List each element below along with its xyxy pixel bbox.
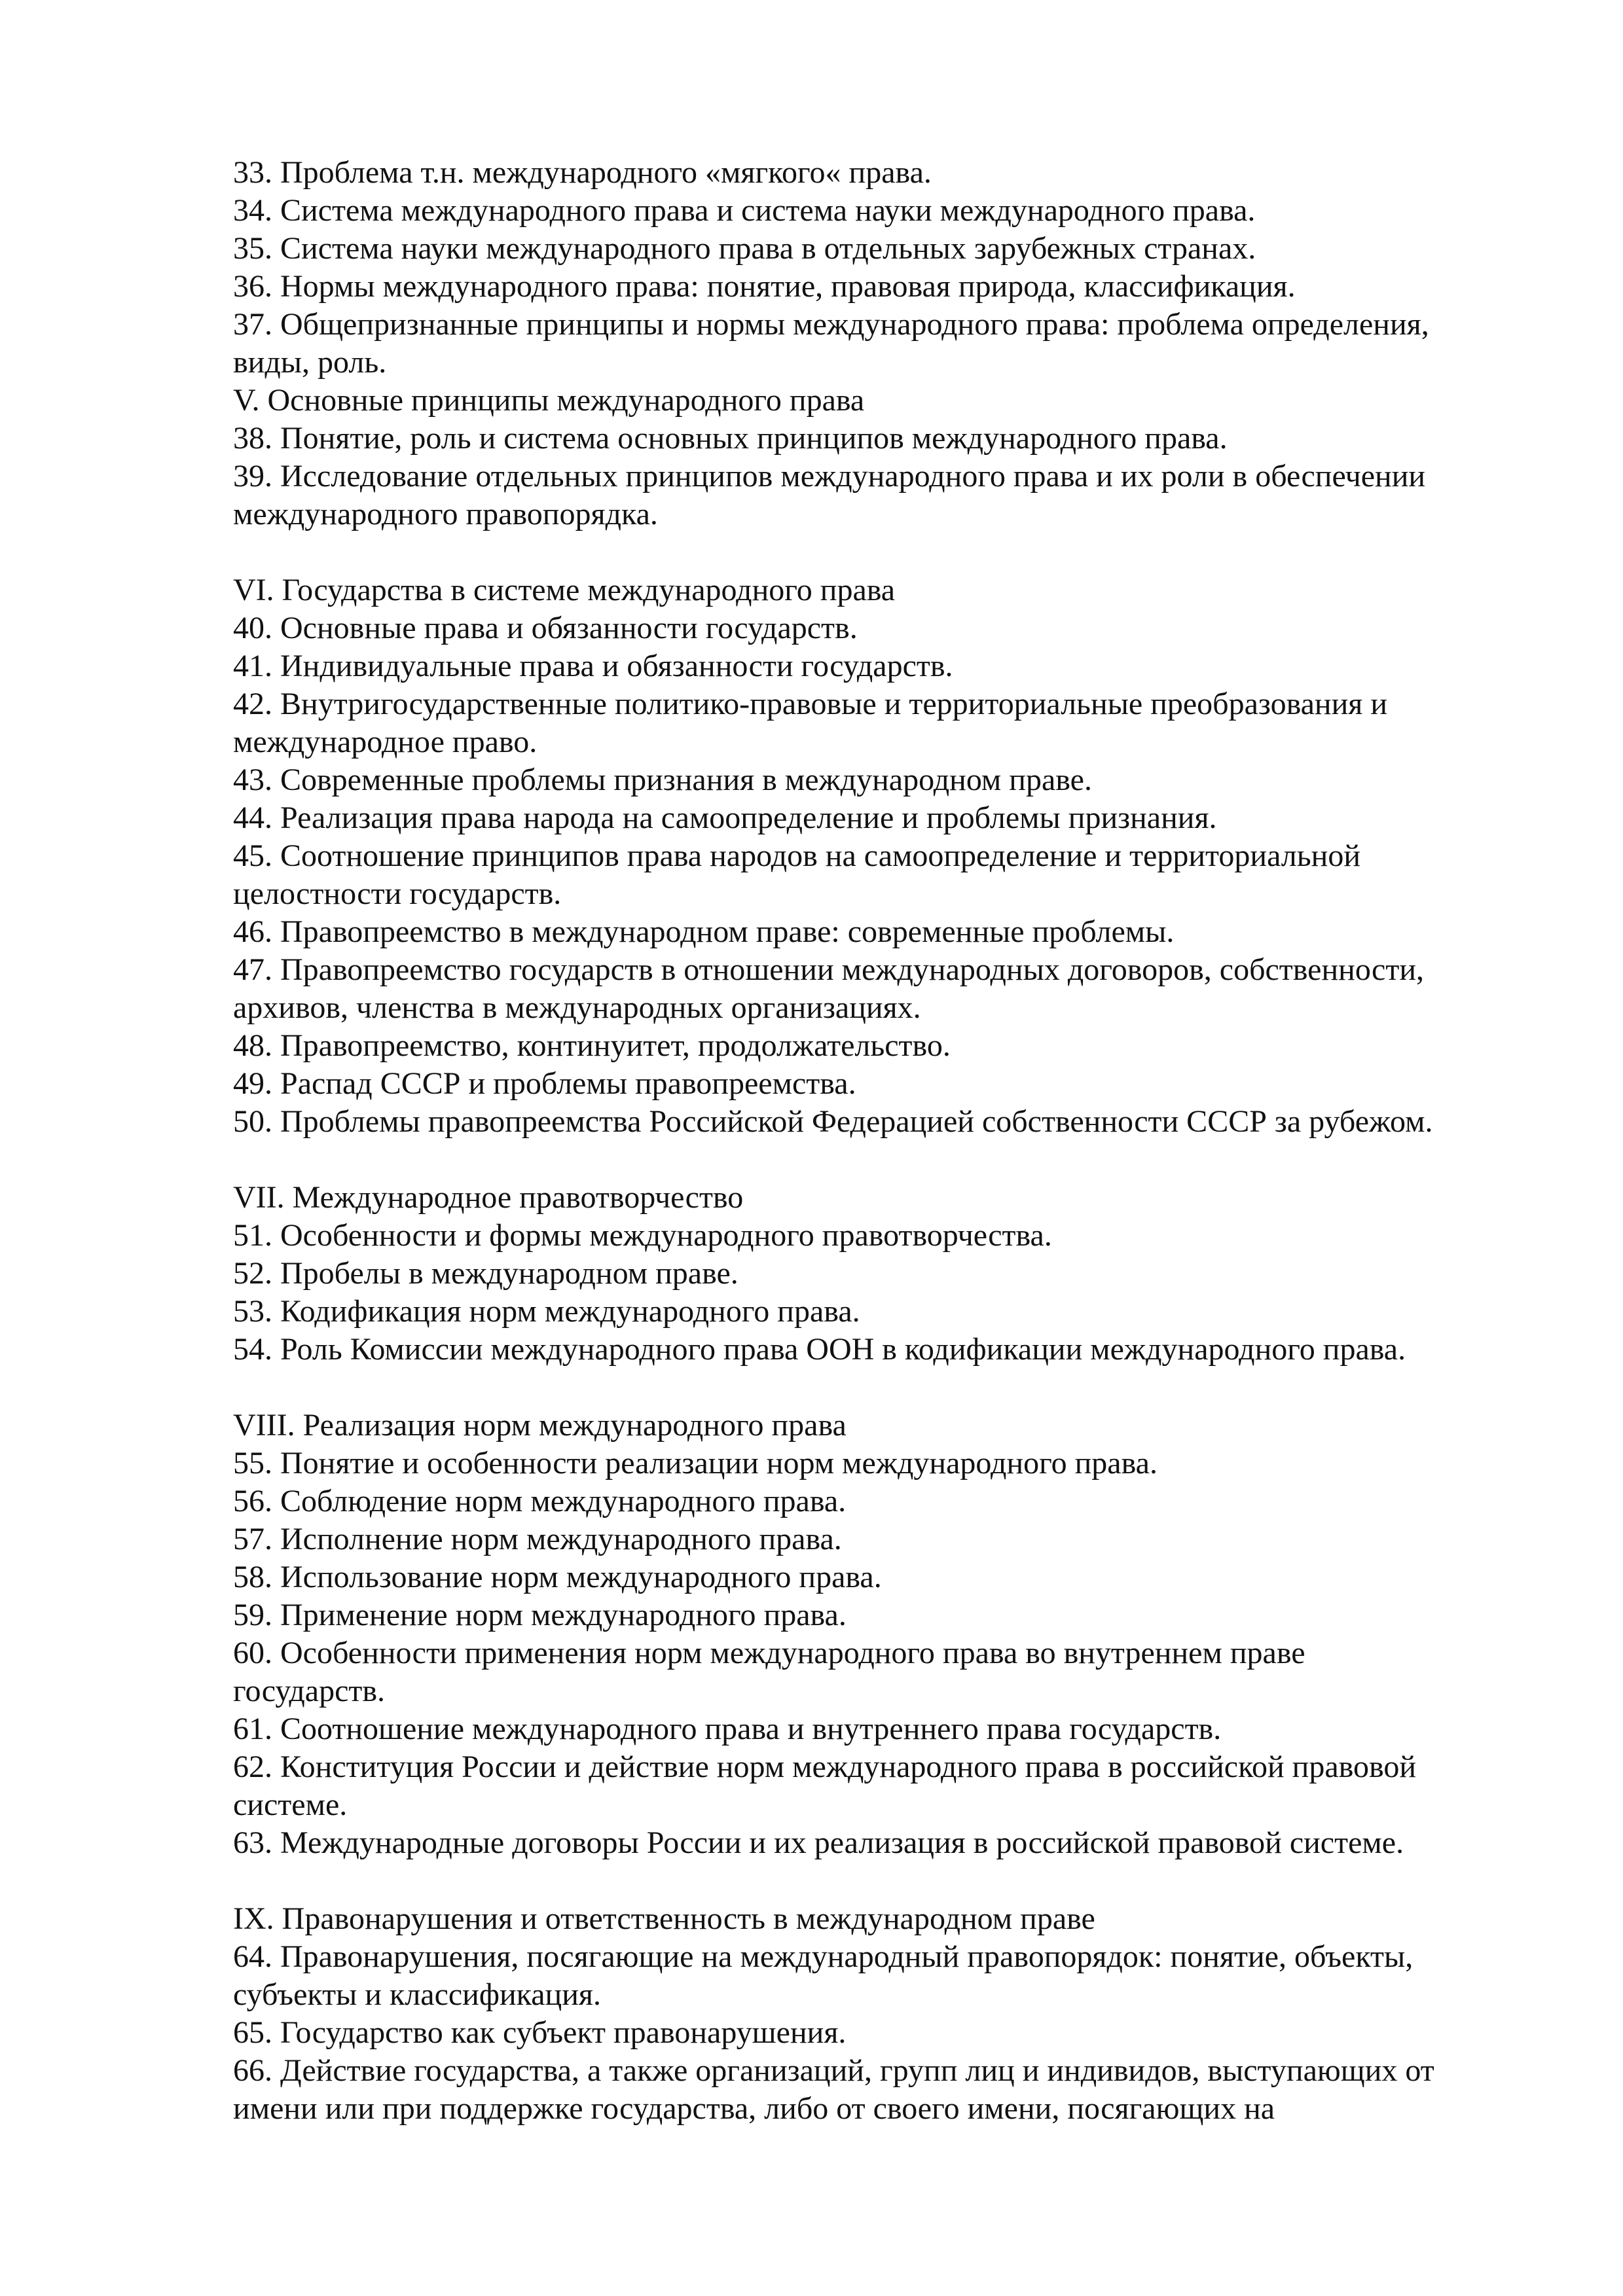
text-line: 59. Применение норм международного права.	[233, 1598, 847, 1632]
text-line: 55. Понятие и особенности реализации норм международного права.	[233, 1446, 1158, 1480]
text-line: 47. Правопреемство государств в отношении международных договоров, собственности,	[233, 952, 1425, 987]
blank-line	[233, 1369, 1497, 1407]
blank-line	[233, 1862, 1497, 1900]
text-line: 50. Проблемы правопреемства Российской Федерацией собственности СССР за рубежом.	[233, 1104, 1433, 1139]
text-line: 43. Современные проблемы признания в международном праве.	[233, 762, 1092, 797]
text-line: 51. Особенности и формы международного правотворчества.	[233, 1218, 1052, 1253]
text-line: целостности государств.	[233, 876, 562, 911]
text-line: 62. Конституция России и действие норм международного права в российской правовой	[233, 1749, 1417, 1784]
text-line: VI. Государства в системе международного права	[233, 573, 896, 607]
text-line: 57. Исполнение норм международного права.	[233, 1522, 842, 1556]
blank-line	[233, 1141, 1497, 1179]
text-line: 56. Соблюдение норм международного права.	[233, 1484, 847, 1518]
text-line: 39. Исследование отдельных принципов международного права и их роли в обеспечении	[233, 459, 1426, 493]
text-line: субъекты и классификация.	[233, 1977, 602, 2012]
text-line: архивов, членства в международных организациях.	[233, 990, 921, 1025]
text-line: 61. Соотношение международного права и внутреннего права государств.	[233, 1712, 1222, 1746]
text-line: 33. Проблема т.н. международного «мягкого« права.	[233, 155, 932, 190]
text-line: 37. Общепризнанные принципы и нормы международного права: проблема определения,	[233, 307, 1429, 342]
text-line: 53. Кодификация норм международного права.	[233, 1294, 860, 1329]
text-line: 48. Правопреемство, континуитет, продолжательство.	[233, 1028, 951, 1063]
text-line: 41. Индивидуальные права и обязанности государств.	[233, 649, 953, 683]
document-page	[233, 154, 1497, 2128]
text-line: 45. Соотношение принципов права народов на самоопределение и территориальной	[233, 838, 1361, 873]
text-line: 40. Основные права и обязанности государств.	[233, 611, 858, 645]
text-line: 65. Государство как субъект правонарушения.	[233, 2015, 847, 2050]
text-line: IX. Правонарушения и ответственность в международном праве	[233, 1901, 1095, 1936]
text-line: 58. Использование норм международного права.	[233, 1560, 882, 1594]
text-line: 36. Нормы международного права: понятие, правовая природа, классификация.	[233, 269, 1296, 304]
text-line: 64. Правонарушения, посягающие на международный правопорядок: понятие, объекты,	[233, 1939, 1413, 1974]
text-line: 63. Международные договоры России и их реализация в российской правовой системе.	[233, 1825, 1404, 1860]
text-line: 66. Действие государства, а также организаций, групп лиц и индивидов, выступающих от	[233, 2053, 1434, 2088]
text-line: 54. Роль Комиссии международного права ООН в кодификации международного права.	[233, 1332, 1406, 1367]
text-line: 60. Особенности применения норм международного права во внутреннем праве	[233, 1636, 1305, 1670]
blank-line	[233, 533, 1497, 571]
text-line: 35. Система науки международного права в отдельных зарубежных странах.	[233, 231, 1256, 266]
text-line: международное право.	[233, 725, 538, 759]
text-line: 42. Внутригосударственные политико-правовые и территориальные преобразования и	[233, 687, 1388, 721]
text-line: 49. Распад СССР и проблемы правопреемства.	[233, 1066, 856, 1101]
text-line: системе.	[233, 1787, 348, 1822]
text-line: международного правопорядка.	[233, 497, 658, 531]
text-line: 52. Пробелы в международном праве.	[233, 1256, 739, 1291]
text-line: V. Основные принципы международного права	[233, 383, 865, 418]
text-line: 46. Правопреемство в международном праве: современные проблемы.	[233, 914, 1175, 949]
text-line: государств.	[233, 1674, 386, 1708]
text-line: VIII. Реализация норм международного права	[233, 1408, 847, 1443]
text-line: виды, роль.	[233, 345, 387, 380]
text-line: VII. Международное правотворчество	[233, 1180, 744, 1215]
text-line: 38. Понятие, роль и система основных принципов международного права.	[233, 421, 1228, 456]
text-line: 44. Реализация права народа на самоопределение и проблемы признания.	[233, 800, 1217, 835]
text-line: 34. Система международного права и система науки международного права.	[233, 193, 1256, 228]
text-line: имени или при поддержке государства, либо от своего имени, посягающих на	[233, 2091, 1275, 2126]
